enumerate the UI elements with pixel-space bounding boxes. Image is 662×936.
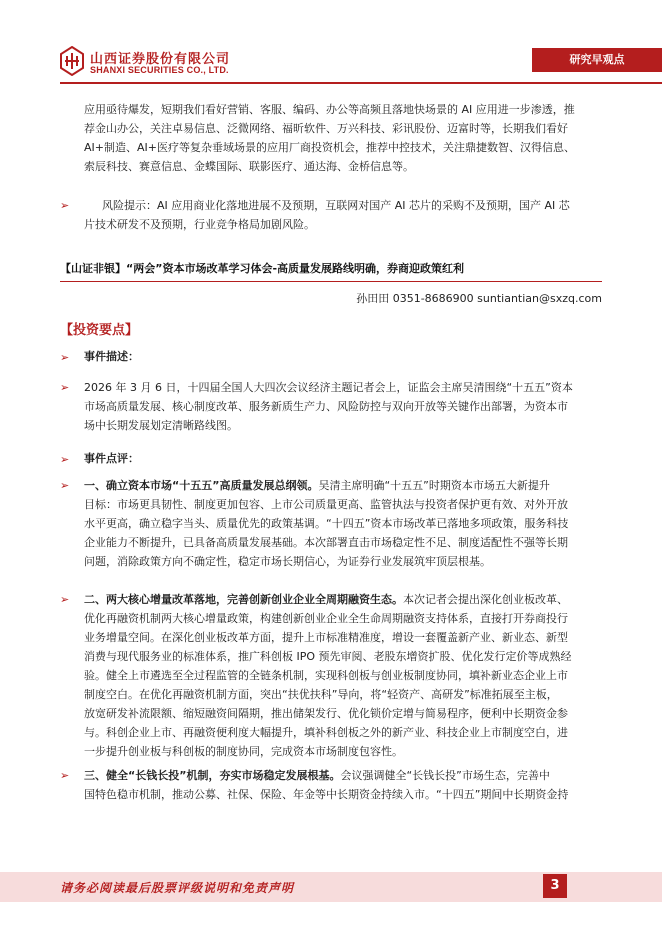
footer-disclaimer[interactable]: 请务必阅读最后股票评级说明和免责声明 (60, 881, 295, 895)
intro-line: 索辰科技、赛意信息、金蝶国际、联影医疗、通达海、金桥信息等。 (84, 160, 414, 173)
company-logo-icon (60, 46, 84, 76)
point1-line: 目标：市场更具韧性、制度更加包容、上市公司质量更高、监管执法与投资者保护更有效、对外开放 (84, 498, 568, 511)
section-label: 研究早观点 (532, 48, 662, 72)
risk-paragraph (84, 196, 604, 234)
event-paragraph (84, 378, 604, 435)
risk-line: 片技术研发不及预期，行业竞争格局加剧风险。 (84, 218, 315, 231)
point1-line (84, 476, 604, 495)
point2-line: 优化再融资机制两大核心增量政策，构建创新创业企业全生命周期融资支持体系，直接打开券商投行 (84, 612, 568, 625)
bullet-arrow-icon: ➢ (60, 479, 70, 492)
company-name-en: SHANXI SECURITIES CO., LTD. (90, 65, 229, 75)
intro-line: 应用亟待爆发，短期我们看好营销、客服、编码、办公等高频且落地快场景的 AI 应用进一步渗透，推 (84, 103, 575, 116)
point2-line: 与。科创企业上市、再融资便利度大幅提升，填补科创板之外的新产业、科技企业上市制度空白，进 (84, 726, 568, 739)
intro-line: AI+制造、AI+医疗等复杂垂域场景的应用厂商投资机会，推荐中控技术，关注鼎捷数智、汉得信息、 (84, 141, 575, 154)
event-line: 2026 年 3 月 6 日，十四届全国人大四次会议经济主题记者会上，证监会主席吴清围绕“十五五”资本 (84, 381, 573, 394)
point1-line: 企业能力不断提升，已具备高质量发展基础。本次部署直击市场稳定性不足、制度适配性不强等长期 (84, 536, 568, 549)
point2-line: 一步提升创业板与科创板的制度协同，完成资本市场制度包容性。 (84, 745, 403, 758)
point2-line: 放宽研发补流限额、缩短融资间隔期，推出储架发行、优化锁价定增与简易程序，便利中长期资金参 (84, 707, 568, 720)
comment-label: 事件点评： (84, 452, 139, 465)
point2-line: 业务增量空间。在深化创业板改革方面，提升上市标准精准度，增设一套覆盖新产业、新业态、新型 (84, 631, 568, 644)
author-contact: 孙田田 0351-8686900 suntiantian@sxzq.com (356, 292, 602, 305)
point2-line: 消费与现代服务业的标准体系，推广科创板 IPO 预先审阅、老股东增资扩股、优化发行定价等成熟经 (84, 650, 572, 663)
point1-paragraph (84, 476, 604, 571)
point2-paragraph (84, 590, 604, 761)
point1-heading: 一、确立资本市场“十五五”高质量发展总纲领。 (84, 479, 319, 492)
point1-line: 问题，消除政策方向不确定性，稳定市场长期信心，为证券行业发展筑牢顶层根基。 (84, 555, 491, 568)
page-number: 3 (543, 874, 567, 898)
event-line: 市场高质量发展、核心制度改革、服务新质生产力、风险防控与双向开放等关键作出部署，为资本市 (84, 400, 568, 413)
page-header (0, 0, 662, 92)
event-label: 事件描述： (84, 350, 139, 363)
point3-paragraph (84, 766, 604, 804)
point3-text: 会议强调健全“长钱长投”市场生态，完善中 (340, 769, 550, 782)
risk-line: 风险提示：AI 应用商业化落地进展不及预期，互联网对国产 AI 芯片的采购不及预期，国产 AI 芯 (102, 199, 570, 212)
bullet-arrow-icon: ➢ (60, 769, 70, 782)
header-divider (60, 82, 662, 84)
point3-heading: 三、健全“长钱长投”机制，夯实市场稳定发展根基。 (84, 769, 341, 782)
article-title: 【山证非银】“两会”资本市场改革学习体会-高质量发展路线明确，券商迎政策红利 (60, 262, 465, 275)
point3-line: 国特色稳市机制，推动公募、社保、保险、年金等中长期资金持续入市。“十四五”期间中长期资金持 (84, 788, 569, 801)
event-line: 场中长期发展划定清晰路线图。 (84, 419, 238, 432)
point2-text: 本次记者会提出深化创业板改革、 (403, 593, 568, 606)
point2-line: 制度空白。在优化再融资机制方面，突出“扶优扶科”导向，将“轻资产、高研发”标准拓展至主板， (84, 688, 558, 701)
point1-text-a: 吴清主席 (318, 479, 363, 492)
bullet-arrow-icon: ➢ (60, 381, 70, 394)
bullet-arrow-icon: ➢ (60, 453, 70, 466)
invest-points-header: 【投资要点】 (60, 323, 139, 338)
bullet-arrow-icon: ➢ (60, 199, 70, 212)
point1-text-b: 明确“十五五”时期资本市场五大新提升 (362, 479, 550, 492)
company-name-cn: 山西证券股份有限公司 (90, 52, 231, 67)
point1-line: 水平更高，确立稳字当头、质量优先的政策基调。“十四五”资本市场改革已落地多项政策，服务科技 (84, 517, 569, 530)
intro-line: 荐金山办公，关注卓易信息、泛微网络、福昕软件、万兴科技、彩讯股份、迈富时等，长期我们看好 (84, 122, 568, 135)
point2-heading: 二、两大核心增量改革落地，完善创新创业企业全周期融资生态。 (84, 593, 403, 606)
point2-line (84, 590, 604, 609)
title-divider (60, 281, 602, 282)
bullet-arrow-icon: ➢ (60, 351, 70, 364)
bullet-arrow-icon: ➢ (60, 593, 70, 606)
intro-paragraph (84, 100, 604, 176)
point2-line: 验。健全上市遴选至全过程监管的全链条机制，实现科创板与创业板制度协同，填补新业态企业上市 (84, 669, 568, 682)
point3-line (84, 766, 604, 785)
